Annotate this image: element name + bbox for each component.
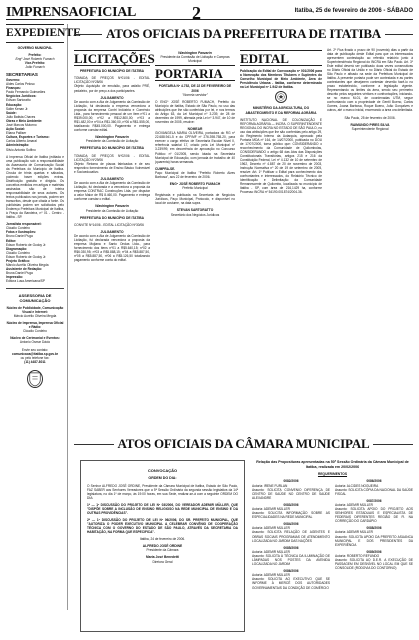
requerimento-item [335, 479, 413, 495]
requerimento-assunto: Assunto: SOLICITA APOIO DO PROJETO AOS SENHORES ESTADUAIS E ESPECIALISTA DE FEDERAIS DIFERENTES REGIÃO DE FI. NA CORREÇÃO DO CARDÁPIO [335, 506, 413, 524]
secretaria-label: Saúde: [6, 110, 17, 115]
camara-banner [74, 436, 413, 454]
requerimento-number: 0087/2006 [366, 498, 382, 503]
requerimento-number: 0086/2006 [283, 569, 299, 574]
convocacao-item-1: 1ª — 1º DISCUSSÃO DO PROJETO DE LEI Nº 03/2006, DO VEREADOR ADEMIR MÜLLER, QUE "DISPÕE SOBRE A INCLUSÃO DE ENSINO RELIGIOSO NA REDE MUNICIPAL DE ENSINO E DÁ OUTRAS PROVIDÊNCIAS". [87, 502, 238, 515]
licitacoes-heading: LICITAÇÕES [74, 51, 155, 66]
nucleo2-name: Cláudio Cordeiro [23, 329, 47, 334]
requerimento-autoria: Autoria: ADEMIR MÜLLER [335, 502, 373, 507]
edital-continued-column [327, 48, 413, 428]
requerimento-number: 0088/2006 [366, 526, 382, 531]
edital-text: INSTITUTO NACIONAL DE COLONIZAÇÃO E REFORMA AGRÁRIA — INCRA. O SUPERINTENDENTE REGIONAL DO INCRA NO ESTADO DE SÃO PAULO, no uso das atribuições que lhe são conferidas pelo artigo 29, do Regimento Interno da Autarquia, aprovado pela Portaria MDA nº 164, de 14/07/2000, publicada no DOU de 17/07/2000, torna público que: CONSIDERANDO o reconhecimento da Comunidade de Quilombolas, CONSIDERANDO o artigo 68 das Atos das Disposições Constitucionais Transitórias, artigos 215 e 216 da Constituição Federal, Lei nº 4.132 de 10 de setembro de 1962, Decreto nº 4.887 de 20 de novembro de 2003, Instrução Normativa nº 20 de 19 de setembro de 2005, resolve: Art. 1º Publicar o Edital para conhecimento dos confrontantes e interessados, do Relatório Técnico de Identificação e Delimitação da Comunidade Remanescente de Quilombo, localizada no município de Itatiba - SP, com área de 216,1429 ha, conforme Processo INCRA nº 54190.001874/2004-36. [240, 117, 322, 195]
lic2-julgamento: JULGAMENTO [100, 177, 124, 182]
portaria-column [155, 48, 235, 428]
jornalista-name: Cláudio Cordeiro [6, 226, 30, 231]
requerimento-item [252, 522, 330, 542]
secretaria-name: Eliana Palliser [6, 131, 27, 136]
contato-fone-label: ou pelo telefone fax: [20, 355, 50, 360]
prefeitura-banner-text: ATOS OFICIAIS DA PREFEITURA DE ITATIBA [102, 26, 385, 43]
requerimentos-left [252, 476, 330, 589]
prefeitura-banner [74, 26, 413, 44]
convocacao-text: O Senhor ALFREDO JOSÉ ORDINE, Presidente da Câmara Municipal de Itatiba, Estado de São Paulo, FAZ SABER aos Senhores Vereadores que a 5ª Sessão Ordinária da segunda sessão legislativa da 14ª legislatura, no dia 1º de março, às 19:00 horas, em sua Sede, realizar-se-á com a seguinte ORDEM DO DIA: [87, 483, 238, 500]
lic2-role: Presidente da Comissão de Licitação [85, 208, 139, 213]
lic1-sign: Washington Panzarin [95, 135, 129, 140]
requerimento-autoria: Autoria: ADEMIR MÜLLER [252, 573, 290, 578]
lic1-objeto: Objeto: Aquisição de emulsão, para asfalto PRÉ, pedaleiro, por de preço a dos participantes. [74, 84, 150, 93]
secretaria-name: José Marcos Mutorno [6, 122, 37, 127]
edital-date: São Paulo, 25 de fevereiro de 2006. [344, 115, 396, 120]
requerimento-assunto: Assunto: SOLICITA CONVENIO DIFERENÇA DE CENTRO DE SAÚDE NO CENTRO DE SAÚDE ALEXANDRE [252, 487, 330, 500]
assistente-label: Assistente de Redação: [6, 267, 42, 272]
secretaria-label: Cultura, Esportes e Turismo: [6, 135, 50, 140]
requerimento-number: 0089/2006 [366, 549, 382, 554]
convocacao-item-2: 2ª — 1º DISCUSSÃO DO PROJETO DE LEI Nº 06/2006, DO SR. PREFEITO MUNICIPAL, QUE "AUTORIZA O PODER EXECUTIVO MUNICIPAL A CELEBRAR CONVÊNIO DE COOPERAÇÃO TÉCNICA COM O GOVERNO DO ESTADO DE SÃO PAULO, ATRAVÉS DA SECRETARIA DA HABITAÇÃO, NA FORMA QUE ESPECIFICA". [87, 517, 238, 535]
requerimento-assunto: Assunto: SOLICITA AO EXECUTIVO QUE SE INFORME À MERCÊ DOS AUTORIDADES GOVERNAMENTAIS DA CONDIÇÃO DE COMÉRCIO [252, 577, 330, 590]
portaria-text-2: GIOVANGELA MARIA OLIVEIRA, portadora do RG nº 22.688.941-5 e do CPF/MF nº 276.398.758-20, para exercer o cargo efetivo de Secretaria Escolar Nível II, referência salarial 17, criado pela Lei Municipal nº 3.239/99, em decorrência de aprovação no Concurso Público nº 01/2005, sendo lotada na Secretaria Municipal de Educação, com jornada de trabalho de 40 (quarenta) horas semanais. [155, 131, 235, 164]
portaria-sign-2: STEVAN SARTORATTO [176, 208, 214, 213]
secretaria-label: Educação: [6, 102, 23, 107]
portaria-cumpra: CUMPRA-SE. [155, 166, 176, 171]
expediente-note: A Imprensa Oficial de Itatiba (editada e uma publicação sob a responsabilidade da Assessoria de Comunicação Social da Prefeitura do Município de Itatiba. Circula de trinta quartas e sábados, podendo haver edições extras. Distribuição gratuita e dirigida. Os conceitos emitidos em artigos e matérias assinadas são de inteira responsabilidade de seus autores. Os textos publicados nos jornais, podem ser transcritos, desde que citada a fonte. Os publicistas podem ser solicitados pelo Endereço Prefeitura Municipal de Itatiba, à Praça da Bandeira, nº 01 - Centro - Itatiba - SP. [6, 154, 64, 220]
assessoria-heading: ASSESSORIA DE COMUNICAÇÃO [18, 292, 52, 303]
requerimento-item [252, 546, 330, 566]
secretaria-name: Paulo Fernando Guimarães [6, 90, 46, 95]
requerimento-item [252, 503, 330, 519]
impressao-label: Impressão: [6, 275, 24, 280]
portaria-subject: "Nomeia servidor" [182, 92, 208, 97]
secretarias-heading: SECRETARIAS [6, 72, 38, 78]
lic3-sign: Washington Panzarin [178, 51, 212, 55]
requerimento-item [335, 526, 413, 546]
convocacao-date: Itatiba, 24 de fevereiro de 2006. [139, 537, 185, 542]
nucleo2-label: Núcleo de Imprensa, Imprensa Oficial e Rádio: [6, 321, 64, 330]
requerimento-item [252, 569, 330, 589]
projeto-label: Projeto Gráfico: [6, 258, 31, 263]
nucleo1-name: Márcio Aurélio Oliveira Megda [13, 313, 57, 318]
requerimento-assunto: Assunto: SOLICITA RELAÇÃO DE AGENTES E OBRAS SOCIAIS PROGRAMAS DE ATENDIMENTO LOCALIZADA NO JARDIM DAS NAÇÕES [252, 530, 330, 543]
fotos-label: Fotos e Ilustrações: [6, 230, 37, 235]
relacao-section [252, 460, 413, 636]
requerimento-assunto: Assunto: SOLICITA AO D.E.R. A EXECUÇÃO DE PASSAGEM EM DESNÍVEL NO LOCAL EM QUE SE CONSOLIDE (RODOVIA DO CONTORNO) [335, 558, 413, 571]
lic1-head: TOMADA DE PREÇOS Nº01/06 - EDITAL LICITAÇÃO Nº28/06 [74, 76, 150, 85]
secretaria-name: João Batista Chaves [6, 114, 36, 119]
portaria-local: Paço Municipal de Itatiba "Prefeito Roberto Alves Barbosa", aos 22 de fevereiro de 2006. [155, 170, 235, 179]
edital-org: MINISTÉRIO DA AGRICULTURA, DO ABASTECIMENTO E DA REFORMA AGRÁRIA [245, 106, 317, 115]
jornalista-label: Jornalista responsável: [6, 222, 42, 227]
convocacao-role: Presidente da Câmara [146, 548, 179, 553]
requerimento-number: 0084/2006 [283, 522, 299, 527]
requerimento-autoria: Autoria: ROBERTO REFUNDO [335, 553, 380, 558]
prefeito-label: Prefeito: [28, 52, 42, 57]
requerimento-item [335, 550, 413, 570]
edital-heading: EDITAL [240, 50, 322, 66]
page-number: 2 [192, 3, 201, 23]
lic2-org: PREFEITURA DO MUNICÍPIO DE ITATIBA [79, 146, 145, 151]
secretaria-name: Carlos Alberto Amaral [6, 139, 37, 144]
requerimentos-heading: REQUERIMENTOS [317, 472, 348, 477]
prefeito-name: Engº José Roberto Fumach [15, 56, 55, 61]
requerimento-assunto: Assunto: SOLICITA APOIO DA PREFEITO ASUANCA MUNICIPAL E DOS PRESIDENTES DA EXPERIÊNCIA [335, 534, 413, 547]
convocacao-sign-2: Maria José Benedetti [146, 555, 179, 560]
vice-label: Vice-Prefeito: [24, 61, 46, 65]
relacao-title: Relação das Proposituras apresentadas na 50ª Sessão Ordinária da Câmara Municipal de Itatiba, realizada em 20/02/2006 [256, 460, 409, 469]
requerimento-item [335, 499, 413, 524]
portaria-number: PORTARIA Nº 4.752, DE 22 DE FEVEREIRO DE 2006 [158, 84, 232, 93]
secretaria-label: Finanças: [6, 86, 21, 91]
edital-column [240, 48, 322, 428]
portaria-registro: Registrada e publicada na Secretaria de Negócios Jurídicos, Paço Municipal, Protocolo, e disponível no local de costume, na data supra. [155, 193, 235, 206]
portaria-heading: PORTARIA [155, 65, 235, 81]
edital-intro: Publicação do Edital de Convocação nº 001/2006 para a Nomeação dos Membros Titulares e Suplentes do Conselho Municipal de Meio Ambiente, Área de Presidência Urbana - Itatiba, conforme determinado na Lei Municipal nº 1.942 de Itatiba. [240, 69, 322, 90]
lic3-org: PREFEITURA DO MUNICÍPIO DE ITATIBA [79, 215, 145, 220]
requerimento-number: 0085/2006 [283, 545, 299, 550]
requerimento-autoria: Autoria: IRENE FURLAN [252, 483, 288, 488]
projeto-name: Márcio Aurélio Oliveira Megda [6, 263, 49, 268]
impressao-name: Editora Lusa Americana/SP [6, 279, 45, 284]
lic1-text: De acordo com a Ata de Julgamento da Comissão de Licitação, fui declarada a empresa vencedora a proposta da empresa Contri Indústria e Comércio Ltda., para fornecimento pessoal de um item nº01 a R$39.000,00; nº02 a R$12.800,00; nº03 a R$1.482,00 e nº04 a R$1.360,00, nº06 a R$1.555,00, totalizando R$45.000,00. Pagamento e entrega conforme constar edital. [74, 99, 150, 133]
convocacao-title: CONVOCAÇÃO [147, 468, 178, 473]
edital-role: Superintendente Regional [351, 126, 389, 131]
convocacao-sign: ALFREDO JOSÉ ORDINE [142, 544, 183, 549]
convocacao-subtitle: ORDEM DO DIA: [148, 476, 177, 481]
portaria-role-2: Secretário dos Negócios Jurídicos [170, 212, 220, 217]
edition-date: Itatiba, 25 de fevereiro de 2006 - SÁBADO [294, 8, 413, 14]
editor-name: Edson Roberto de Godoy Jr. [6, 242, 47, 247]
diagramacao-label: Diagramação: [6, 246, 28, 251]
requerimento-autoria: Autoria: ADEMIR MÜLLER [252, 506, 290, 511]
lic1-role: Presidente da Comissão de Licitação [85, 139, 139, 144]
requerimento-autoria: Autoria: ADEMIR MÜLLER [252, 526, 290, 531]
secretaria-label: Governo: [6, 77, 21, 82]
secretaria-name: Aldes Carlos Peloso [6, 82, 35, 87]
portaria-nomear: NOMEAR [187, 127, 203, 132]
lic3-julgamento: JULGAMENTO [100, 230, 124, 235]
requerimento-assunto: Assunto: SOLICITA INFORMAÇÃO SOBRE AS ESPECIALIDADES NA REDE MUNICIPAL [252, 511, 330, 520]
convocacao-role-2: Diretora Geral [152, 559, 173, 564]
edital-sign: RAIMUNDO PIRES SILVA [350, 122, 390, 127]
convocacao-box [80, 460, 245, 632]
secretaria-name: Silvio Antonio Solfino [6, 147, 36, 152]
requerimento-number: 0082/2006 [283, 479, 299, 484]
lic2-sign: Washington Panzarin [95, 204, 129, 209]
vice-name: João Fumach [25, 65, 45, 70]
secretaria-label: Obras e Meio Ambiente: [6, 118, 43, 123]
lic1-org: PREFEITURA DO MUNICÍPIO DE ITATIBA [79, 69, 145, 73]
editor-label: Editor: [6, 238, 17, 243]
requerimento-item [252, 479, 330, 499]
requerimento-autoria: Autoria: ALCIDES NOGUEIRA [335, 483, 379, 488]
camara-banner-text: ATOS OFICIAIS DA CÂMARA MUNICIPAL [114, 436, 374, 453]
fotos-name: Bruno Daniel Puga [6, 234, 33, 239]
lic2-objeto: Objeto: Retoma de placas fabricadas e de seu respectivo fornecimento de Ensino Básico Vulnerável e Socioeducativo. [74, 161, 150, 174]
assistente-name: Bruna Daniel Puga [6, 271, 33, 276]
secretaria-label: Negócios Jurídicos: [6, 94, 37, 99]
contato-fone: (11) 4487-8011 [24, 359, 46, 364]
requerimento-assunto: Assunto: SOLICITA CÓPIA DA NACIONAL DA SAÚDE FISCAL [335, 487, 413, 496]
requerimento-number: 0083/2006 [283, 502, 299, 507]
contato-email[interactable]: comunicaoa@itatiba.sp.gov.br [11, 351, 59, 356]
secretarias-list [6, 78, 64, 152]
contato-label: Envie seu contato: [21, 347, 49, 352]
licitacoes-column [74, 48, 155, 428]
requerimento-autoria: Autoria: ADEMIR MÜLLER [335, 530, 373, 535]
lic2-head: TOMADA DE PREÇOS Nº02/06 - EDITAL LICITAÇÃO Nº29/06 [74, 153, 150, 162]
city-coat-of-arms-icon [27, 370, 43, 388]
portaria-sign: ENGº JOSÉ ROBERTO FUMACH [169, 181, 221, 186]
requerimento-number: 0086/2006 [366, 479, 382, 484]
lic3-text: De acordo com a Ata de Julgamento da Comissão de Licitação, fui declarada vencedora a proposta da empresa Mojiana e Santo Ondas Ltda., para fornecimento dos itens nº01 a R$5.640,15; nº02 a R$6.030,95; nº03 a R$5.888,15; nº04 a R$5.887,50, nº05 a R$5.887,50, nº06 a R$5.126,50 totalizando pagamento conforme conta do edital. [74, 234, 150, 263]
secretaria-name: Sálim Kenan Jr. [6, 106, 29, 111]
nucleo3-label: Núcleo de Cerimonial e Eventos: [10, 336, 60, 341]
diagramacao-name-2: Edson Roberto de Godoy Jr. [6, 254, 47, 259]
secretaria-label: Ação Social: [6, 127, 26, 132]
lic3-role: Presidente da Comissão de Licitação e Compras Municipal [160, 55, 230, 64]
masthead [6, 3, 413, 23]
portaria-role: Prefeito Municipal [182, 186, 208, 191]
lic1-julgamento: JULGAMENTO [100, 95, 124, 100]
lic2-text: De acordo com a Ata de Julgamento da Comissão de Licitação, fui declarada e a vencedora a proposta da empresa CONTRAC Construções Ltda. por disputar a valor Maior de R$ 8.460,00. Pagamento e entrega conforme constar o edital. [74, 181, 150, 202]
requerimentos-right [335, 476, 413, 589]
publication-logo: IMPRENSAOFICIAL [6, 5, 137, 20]
lic3-head: CONVITE Nº14/06 - EDITAL LICITAÇÃO Nº30/06 [74, 222, 144, 227]
portaria-text: O ENGº JOSÉ ROBERTO FUMACH, Prefeito do Município de Itatiba, Estado de São Paulo, no uso das atribuições que lhe são conferidas por lei, e nos termos do Artigo 63, da Lei Municipal nº 3.239, de 28 de dezembro de 1999, alterada pela Lei nº 3.947, de 10 de novembro de 2005, resolve: [155, 99, 235, 125]
secretaria-name: Edivan Sartoratto [6, 98, 31, 103]
nucleo3-name: Antonio Osmar Dácio [19, 340, 51, 345]
requerimento-assunto: Assunto: SOLICITA À TÉCNICA DA ILUMINAÇÃO DE LÂMPADAS NOS POSTES DA AVENIDA LOCALIZADA NO JARDIM [252, 553, 330, 567]
secretaria-label: Administração: [6, 143, 30, 148]
governo-heading: GOVERNO MUNICIPAL [17, 45, 53, 50]
edital-text-2: Art. 2º Fica fixado o prazo de 90 (noventa) dias a partir da data de publicação deste Edital para que os interessados apresentem contestação ao referido relatório junto à Superintendência Regional do INCRA em São Paulo. Art. 3º Este edital deverá ser publicado duas vezes consecutivas no Diário Oficial da União e no Diário Oficial do Estado de São Paulo e afixado na sede da Prefeitura Municipal de Itatiba. A presente portaria pode ser contestada e as partes contestantes que desejarem contestar deverão fazê-lo no prazo estabelecido, conforme a legislação vigente. Representando os limites da área, sendo seu perímetro descrito pelos seguintes vértices e confrontações, iniciando-se no marco M-01, de coordenadas UTM, segue confrontando com a propriedade de Gentil Bueno, Carlos Gomes, Joana Barbosa, Roque Bueno, João Gonçalves e outros, até o marco inicial, encerrando a área ora delimitada. [327, 48, 413, 113]
diagramacao-name: Cláudio Cordeiro [6, 250, 30, 255]
republic-seal-icon [275, 91, 287, 103]
expediente-sidebar [6, 24, 81, 610]
expediente-title: EXPEDIENTE [6, 24, 64, 43]
requerimento-autoria: Autoria: ADEMIR MÜLLER [252, 549, 290, 554]
nucleo1-label: Núcleo de Publicidade, Comunicação Visual e Internet: [6, 305, 64, 314]
